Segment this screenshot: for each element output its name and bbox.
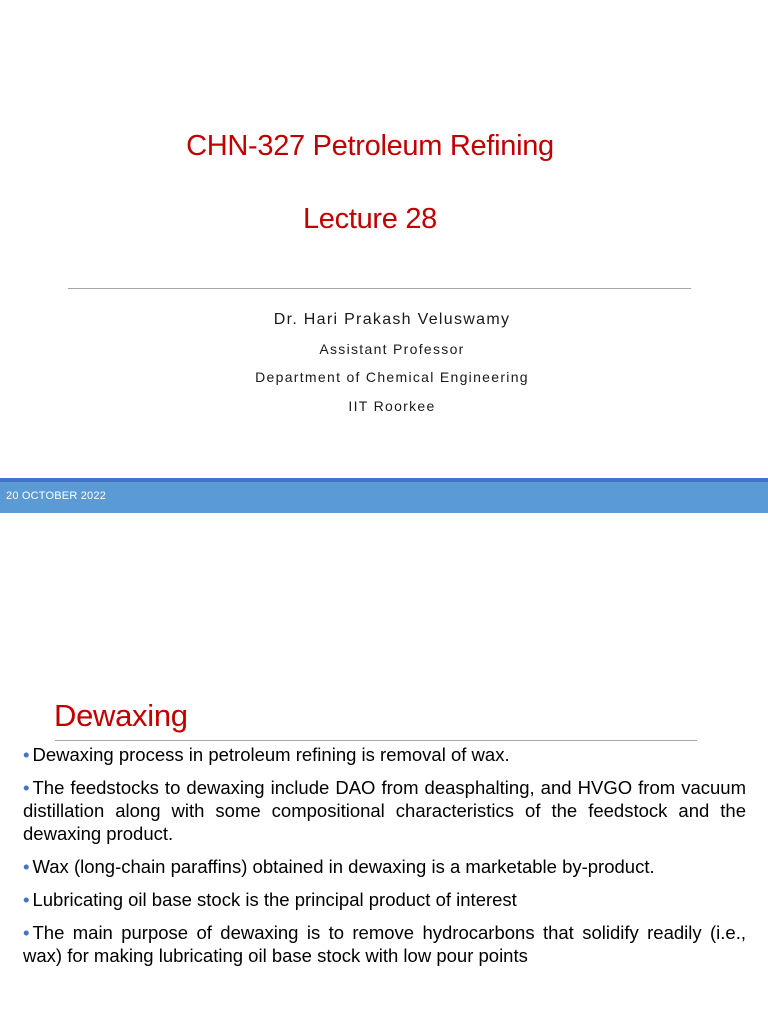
bullet-list [23, 743, 746, 977]
slide-heading: Dewaxing [54, 698, 188, 733]
bullet-item [23, 776, 746, 845]
author-role: Assistant Professor [319, 341, 465, 357]
author-institute: IIT Roorkee [348, 398, 436, 414]
lecture-number: Lecture 28 [302, 203, 438, 235]
title-divider [68, 288, 691, 289]
bullet-text: The main purpose of dewaxing is to remove hydrocarbons that solidify readily (i.e., wax) for making lubricating oil base stock with low pour points [23, 922, 746, 966]
bullet-text: The feedstocks to dewaxing include DAO from deasphalting, and HVGO from vacuum distillation along with some compositional characteristics of the feedstock and the dewaxing product. [23, 777, 746, 844]
bullet-dot-icon: • [23, 744, 30, 765]
author-name: Dr. Hari Prakash Veluswamy [273, 311, 511, 328]
footer-bar [0, 482, 768, 513]
bullet-text: Dewaxing process in petroleum refining is removal of wax. [32, 744, 510, 765]
bullet-dot-icon: • [23, 889, 30, 910]
bullet-text: Lubricating oil base stock is the principal product of interest [32, 889, 517, 910]
author-department: Department of Chemical Engineering [255, 369, 529, 385]
bullet-item [23, 743, 746, 766]
course-title: CHN-327 Petroleum Refining [186, 130, 554, 162]
bullet-text: Wax (long-chain paraffins) obtained in dewaxing is a marketable by-product. [32, 856, 655, 877]
bullet-item [23, 921, 746, 967]
bullet-dot-icon: • [23, 922, 30, 943]
bullet-dot-icon: • [23, 777, 30, 798]
bullet-item [23, 888, 746, 911]
bullet-dot-icon: • [23, 856, 30, 877]
bullet-item [23, 855, 746, 878]
heading-divider [55, 740, 697, 741]
footer-date: 20 OCTOBER 2022 [6, 490, 107, 502]
content-slide [0, 515, 768, 1024]
